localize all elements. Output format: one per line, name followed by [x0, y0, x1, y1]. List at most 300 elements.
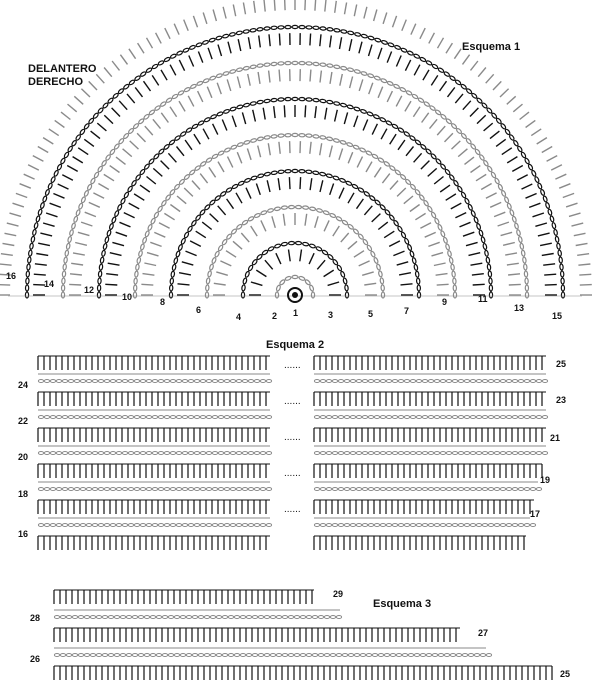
chain-stitch — [410, 488, 415, 491]
chain-stitch — [236, 105, 243, 110]
chain-stitch — [229, 69, 236, 74]
chain-stitch — [152, 452, 157, 455]
chain-stitch — [313, 62, 319, 66]
chain-stitch — [512, 488, 517, 491]
double-crochet-stitch — [455, 213, 466, 218]
double-crochet-stitch — [335, 110, 338, 122]
chain-stitch — [452, 271, 456, 277]
double-crochet-stitch — [359, 79, 363, 91]
chain-stitch — [324, 654, 329, 657]
double-crochet-stitch — [179, 273, 191, 275]
chain-stitch — [346, 142, 353, 147]
chain-stitch — [116, 488, 121, 491]
chain-stitch — [299, 276, 306, 281]
chain-stitch — [338, 524, 343, 527]
double-crochet-stitch — [124, 213, 135, 218]
double-crochet-stitch — [216, 272, 228, 275]
chain-stitch — [162, 616, 167, 619]
double-crochet-stitch — [89, 81, 97, 90]
double-crochet-stitch — [16, 193, 27, 197]
chain-stitch — [166, 97, 173, 103]
chain-stitch — [97, 292, 100, 298]
chain-stitch — [162, 654, 167, 657]
double-crochet-stitch — [243, 3, 245, 15]
double-crochet-stitch — [345, 3, 347, 15]
chain-stitch — [248, 216, 255, 222]
chain-stitch — [323, 210, 330, 215]
double-crochet-stitch — [414, 65, 420, 76]
chain-stitch — [476, 380, 481, 383]
chain-stitch — [407, 50, 414, 55]
row-number-10: 10 — [122, 292, 133, 302]
chain-stitch — [74, 380, 79, 383]
chain-stitch — [260, 380, 265, 383]
chain-stitch — [302, 206, 308, 210]
chain-stitch — [67, 146, 73, 153]
chain-stitch — [292, 133, 298, 136]
chain-stitch — [320, 135, 326, 139]
chain-stitch — [292, 169, 298, 172]
chain-stitch — [489, 292, 492, 298]
double-crochet-stitch — [446, 194, 456, 200]
double-crochet-stitch — [49, 129, 59, 136]
chain-stitch — [374, 199, 381, 205]
chain-stitch — [212, 452, 217, 455]
chain-stitch — [132, 654, 137, 657]
chain-stitch — [494, 488, 499, 491]
double-crochet-stitch — [529, 203, 540, 207]
chain-stitch — [150, 654, 155, 657]
chain-stitch — [386, 452, 391, 455]
double-crochet-stitch — [369, 45, 373, 56]
chain-stitch — [204, 654, 209, 657]
chain-stitch — [267, 208, 274, 213]
double-crochet-stitch — [116, 232, 127, 236]
front-right-label-line2: DERECHO — [28, 76, 84, 88]
double-crochet-stitch — [508, 274, 520, 275]
chain-stitch — [370, 251, 376, 258]
chain-stitch — [524, 416, 529, 419]
double-crochet-stitch — [50, 203, 61, 207]
chain-stitch — [98, 380, 103, 383]
chain-stitch — [128, 452, 133, 455]
chain-stitch — [340, 271, 345, 278]
chain-stitch — [164, 452, 169, 455]
chain-stitch — [92, 416, 97, 419]
chain-stitch — [132, 616, 137, 619]
chain-stitch — [276, 616, 281, 619]
chain-stitch — [470, 380, 475, 383]
double-crochet-stitch — [20, 184, 31, 189]
chain-stitch — [320, 524, 325, 527]
double-crochet-stitch — [210, 214, 219, 222]
chain-stitch — [138, 118, 145, 124]
chain-stitch — [135, 174, 141, 181]
chain-stitch — [530, 452, 535, 455]
double-crochet-stitch — [3, 243, 15, 245]
chain-stitch — [264, 27, 270, 31]
chain-stitch — [392, 123, 399, 129]
chain-stitch — [458, 488, 463, 491]
chain-stitch — [92, 524, 97, 527]
chain-stitch — [230, 107, 237, 112]
chain-stitch — [440, 524, 445, 527]
chain-stitch — [139, 169, 145, 176]
chain-stitch — [518, 380, 523, 383]
double-crochet-stitch — [329, 146, 332, 158]
double-crochet-stitch — [364, 283, 376, 285]
double-crochet-stitch — [551, 165, 562, 170]
schema-2-ellipsis-row3: ...... — [284, 432, 301, 443]
chain-stitch — [186, 127, 193, 133]
chain-stitch — [98, 524, 103, 527]
double-crochet-stitch — [378, 222, 388, 229]
double-crochet-stitch — [10, 213, 22, 216]
chain-stitch — [404, 380, 409, 383]
double-crochet-stitch — [310, 178, 312, 190]
chain-stitch — [542, 452, 547, 455]
chain-stitch — [222, 34, 229, 39]
double-crochet-stitch — [340, 74, 343, 86]
chain-stitch — [480, 654, 485, 657]
chain-stitch — [452, 452, 457, 455]
chain-stitch — [196, 81, 203, 86]
chain-stitch — [481, 102, 488, 109]
chain-stitch — [64, 152, 70, 159]
chain-stitch — [299, 133, 305, 136]
double-crochet-stitch — [217, 83, 221, 94]
chain-stitch — [484, 250, 488, 257]
double-crochet-stitch — [335, 1, 337, 13]
chain-stitch — [306, 170, 312, 174]
chain-stitch — [453, 180, 459, 187]
chain-stitch — [428, 380, 433, 383]
double-crochet-stitch — [238, 39, 241, 51]
double-crochet-stitch — [362, 272, 374, 275]
double-crochet-stitch — [256, 184, 260, 195]
double-crochet-stitch — [509, 284, 521, 285]
chain-stitch — [329, 213, 336, 218]
double-crochet-stitch — [542, 254, 554, 256]
double-crochet-stitch — [465, 157, 475, 164]
double-crochet-stitch — [494, 212, 505, 216]
chain-stitch — [374, 76, 381, 81]
chain-stitch — [168, 654, 173, 657]
chain-stitch — [380, 524, 385, 527]
chain-stitch — [524, 524, 529, 527]
chain-stitch — [206, 416, 211, 419]
front-right-label-line1: DELANTERO — [28, 63, 97, 75]
chain-stitch — [69, 229, 74, 236]
double-crochet-stitch — [522, 184, 533, 189]
double-crochet-stitch — [228, 42, 231, 54]
chain-stitch — [500, 488, 505, 491]
chain-stitch — [314, 452, 319, 455]
chain-stitch — [476, 452, 481, 455]
chain-stitch — [275, 292, 278, 298]
chain-stitch — [487, 264, 491, 270]
double-crochet-stitch — [161, 70, 167, 80]
double-crochet-stitch — [397, 262, 409, 265]
chain-stitch — [320, 380, 325, 383]
double-crochet-stitch — [34, 274, 46, 275]
chain-stitch — [248, 416, 253, 419]
chain-stitch — [358, 233, 364, 240]
chain-stitch — [38, 488, 43, 491]
chain-stitch — [180, 654, 185, 657]
chain-stitch — [403, 131, 410, 137]
chain-stitch — [258, 654, 263, 657]
double-crochet-stitch — [542, 147, 552, 153]
chain-stitch — [420, 57, 427, 63]
chain-stitch — [320, 27, 326, 31]
double-crochet-stitch — [405, 101, 411, 111]
double-crochet-stitch — [214, 283, 226, 285]
row-number-16: 16 — [6, 271, 17, 281]
chain-stitch — [320, 63, 326, 67]
chain-stitch — [97, 107, 103, 114]
chain-stitch — [226, 233, 232, 240]
double-crochet-stitch — [274, 0, 275, 11]
chain-stitch — [176, 524, 181, 527]
chain-stitch — [306, 654, 311, 657]
chain-stitch — [404, 488, 409, 491]
chain-stitch — [428, 488, 433, 491]
double-crochet-stitch — [432, 253, 444, 256]
chain-stitch — [470, 488, 475, 491]
chain-stitch — [420, 144, 427, 150]
schema-3-title: Esquema 3 — [373, 598, 432, 610]
double-crochet-stitch — [112, 242, 124, 245]
chain-stitch — [373, 114, 380, 119]
chain-stitch — [488, 416, 493, 419]
double-crochet-stitch — [188, 96, 194, 107]
chain-stitch — [520, 243, 524, 250]
chain-stitch — [281, 206, 287, 210]
chain-stitch — [422, 524, 427, 527]
chain-stitch — [367, 73, 374, 78]
double-crochet-stitch — [213, 124, 218, 135]
chain-stitch — [314, 488, 319, 491]
double-crochet-stitch — [40, 233, 52, 236]
row-number-21: 21 — [550, 433, 561, 443]
double-crochet-stitch — [466, 242, 478, 245]
chain-stitch — [353, 145, 360, 150]
double-crochet-stitch — [378, 48, 382, 59]
chain-stitch — [200, 380, 205, 383]
double-crochet-stitch — [372, 214, 381, 222]
double-crochet-stitch — [182, 262, 194, 265]
chain-stitch — [299, 97, 305, 100]
chain-stitch — [322, 249, 329, 255]
chain-stitch — [176, 50, 183, 55]
chain-stitch — [176, 380, 181, 383]
double-crochet-stitch — [472, 274, 484, 275]
chain-stitch — [266, 452, 271, 455]
chain-stitch — [340, 140, 347, 145]
schema-1-title: Esquema 1 — [462, 41, 521, 53]
row-number-29: 29 — [333, 589, 344, 599]
double-crochet-stitch — [498, 222, 509, 226]
double-crochet-stitch — [55, 120, 65, 127]
double-crochet-stitch — [501, 232, 512, 235]
chain-stitch — [354, 69, 361, 74]
chain-stitch — [245, 271, 250, 278]
chain-stitch — [344, 452, 349, 455]
chain-stitch — [464, 524, 469, 527]
chain-stitch — [488, 524, 493, 527]
chain-stitch — [189, 45, 196, 50]
chain-stitch — [449, 257, 453, 264]
chain-stitch — [88, 118, 94, 125]
double-crochet-stitch — [143, 274, 155, 276]
double-crochet-stitch — [350, 77, 353, 89]
chain-stitch — [374, 524, 379, 527]
chain-stitch — [417, 292, 420, 298]
double-crochet-stitch — [410, 205, 420, 212]
chain-stitch — [394, 169, 401, 175]
double-crochet-stitch — [258, 72, 260, 84]
chain-stitch — [362, 524, 367, 527]
chain-stitch — [176, 488, 181, 491]
double-crochet-stitch — [202, 222, 212, 229]
chain-stitch — [314, 380, 319, 383]
chain-stitch — [458, 452, 463, 455]
chain-stitch — [443, 237, 448, 244]
chain-stitch — [348, 654, 353, 657]
chain-stitch — [120, 654, 125, 657]
chain-stitch — [223, 71, 230, 76]
chain-stitch — [60, 158, 66, 165]
double-crochet-stitch — [81, 89, 90, 97]
double-crochet-stitch — [192, 181, 200, 190]
double-crochet-stitch — [364, 7, 367, 19]
chain-stitch — [285, 97, 291, 100]
chain-stitch — [368, 452, 373, 455]
chain-stitch — [236, 67, 243, 72]
chain-stitch — [248, 452, 253, 455]
chain-stitch — [214, 251, 220, 258]
double-crochet-stitch — [253, 110, 256, 122]
double-crochet-stitch — [396, 56, 401, 67]
chain-stitch — [158, 148, 165, 154]
row-number-19: 19 — [540, 475, 551, 485]
chain-stitch — [60, 654, 65, 657]
chain-stitch — [422, 488, 427, 491]
chain-stitch — [488, 452, 493, 455]
chain-stitch — [44, 524, 49, 527]
chain-stitch — [440, 163, 446, 170]
chain-stitch — [350, 488, 355, 491]
chain-stitch — [38, 416, 43, 419]
chain-stitch — [236, 452, 241, 455]
double-crochet-stitch — [58, 184, 69, 189]
double-crochet-stitch — [325, 108, 327, 120]
double-crochet-stitch — [154, 232, 165, 237]
chain-stitch — [110, 452, 115, 455]
chain-stitch — [68, 524, 73, 527]
chain-stitch — [464, 198, 470, 205]
double-crochet-stitch — [544, 274, 556, 275]
chain-stitch — [456, 654, 461, 657]
chain-stitch — [500, 380, 505, 383]
chain-stitch — [122, 524, 127, 527]
row-number-26: 26 — [30, 654, 41, 664]
double-crochet-stitch — [256, 270, 266, 277]
chain-stitch — [470, 452, 475, 455]
chain-stitch — [29, 243, 33, 249]
chain-stitch — [513, 140, 519, 147]
chain-stitch — [212, 524, 217, 527]
chain-stitch — [62, 524, 67, 527]
chain-stitch — [299, 61, 305, 64]
chain-stitch — [271, 62, 277, 66]
chain-stitch — [62, 271, 66, 277]
chain-stitch — [369, 195, 376, 201]
double-crochet-stitch — [333, 226, 340, 236]
chain-stitch — [250, 138, 257, 143]
chain-stitch — [117, 204, 123, 211]
chain-stitch — [476, 524, 481, 527]
double-crochet-stitch — [97, 123, 106, 131]
chain-stitch — [456, 128, 463, 135]
double-crochet-stitch — [179, 60, 184, 71]
chain-stitch — [345, 292, 348, 298]
double-crochet-stitch — [463, 55, 470, 65]
chain-stitch — [292, 25, 298, 28]
chain-stitch — [336, 265, 342, 272]
chain-stitch — [54, 654, 59, 657]
chain-stitch — [381, 292, 384, 298]
double-crochet-stitch — [324, 270, 334, 277]
double-crochet-stitch — [218, 45, 222, 56]
chain-stitch — [332, 452, 337, 455]
double-crochet-stitch — [261, 220, 266, 231]
row-number-1: 1 — [293, 308, 299, 318]
chain-stitch — [367, 111, 374, 116]
chain-stitch — [114, 654, 119, 657]
double-crochet-stitch — [399, 273, 411, 275]
chain-stitch — [218, 380, 223, 383]
chain-stitch — [231, 228, 238, 234]
row-number-16b: 16 — [18, 529, 29, 539]
double-crochet-stitch — [463, 101, 471, 110]
double-crochet-stitch — [138, 43, 144, 53]
chain-stitch — [400, 174, 407, 180]
schema-2-rows — [38, 356, 551, 550]
chain-stitch — [312, 616, 317, 619]
double-crochet-stitch — [578, 264, 590, 265]
chain-stitch — [131, 180, 137, 187]
double-crochet-stitch — [135, 87, 142, 97]
chain-stitch — [505, 129, 511, 136]
double-crochet-stitch — [496, 139, 506, 146]
chain-stitch — [76, 209, 81, 216]
chain-stitch — [56, 380, 61, 383]
double-crochet-stitch — [283, 214, 285, 226]
chain-stitch — [246, 616, 251, 619]
double-crochet-stitch — [507, 263, 519, 265]
chain-stitch — [356, 380, 361, 383]
double-crochet-stitch — [566, 203, 577, 207]
double-crochet-stitch — [500, 89, 509, 97]
double-crochet-stitch — [272, 216, 275, 228]
chain-stitch — [257, 100, 263, 104]
chain-stitch — [202, 40, 209, 45]
chain-stitch — [292, 275, 298, 278]
chain-stitch — [116, 524, 121, 527]
chain-stitch — [164, 488, 169, 491]
